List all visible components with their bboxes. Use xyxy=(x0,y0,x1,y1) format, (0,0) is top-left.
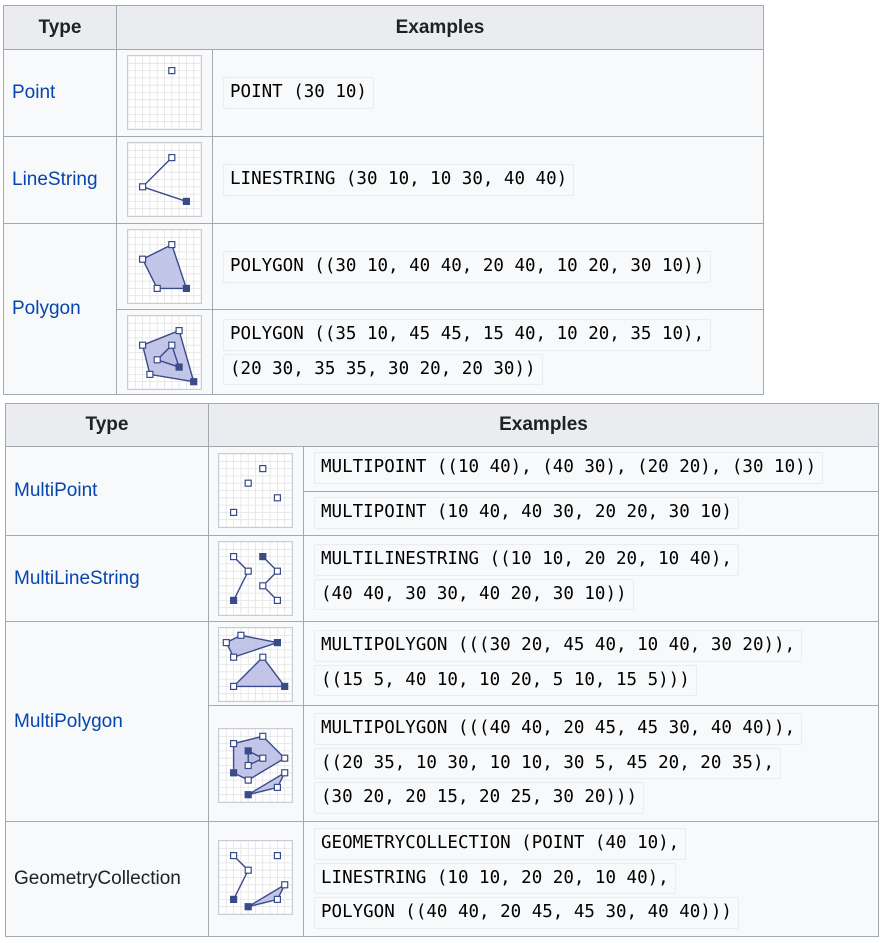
type-geometrycollection xyxy=(6,821,208,936)
wkt-line: MULTIPOINT ((10 40), (40 30), (20 20), (30 10)) xyxy=(314,452,823,487)
geometry-svg xyxy=(128,143,201,216)
vertex-marker xyxy=(260,466,266,472)
geometry-svg xyxy=(219,841,292,914)
geometry-svg xyxy=(128,56,201,129)
multipoint-diagram xyxy=(218,453,293,528)
vertex-marker xyxy=(282,683,288,689)
type-linestring[interactable] xyxy=(4,136,116,223)
example-cell xyxy=(212,309,763,394)
vertex-marker xyxy=(231,853,237,859)
wkt-example xyxy=(314,713,802,817)
wkt-example xyxy=(314,544,739,613)
vertex-marker xyxy=(282,755,288,761)
type-point[interactable] xyxy=(4,49,116,136)
vertex-marker xyxy=(274,853,280,859)
wkt-example xyxy=(314,452,823,487)
vertex-marker xyxy=(274,568,280,574)
multilinestring-diagram xyxy=(218,541,293,616)
vertex-marker xyxy=(183,285,189,291)
type-multipoint[interactable] xyxy=(6,446,208,535)
geometry-svg xyxy=(219,454,292,527)
vertex-marker xyxy=(169,68,175,74)
example-cell xyxy=(212,49,763,136)
wkt-line: LINESTRING (10 10, 20 20, 10 40), xyxy=(314,863,739,898)
wkt-line: ((20 35, 10 30, 10 10, 30 5, 45 20, 20 35), xyxy=(314,748,802,783)
geometry-table-primitives xyxy=(3,5,764,395)
vertex-marker xyxy=(245,763,251,769)
vertex-marker xyxy=(231,770,237,776)
vertex-marker xyxy=(231,896,237,902)
vertex-marker xyxy=(223,640,229,646)
example-cell xyxy=(303,821,878,936)
diagram-cell xyxy=(116,223,212,309)
vertex-marker xyxy=(231,683,237,689)
vertex-marker xyxy=(191,379,197,385)
vertex-marker xyxy=(154,357,160,363)
diagram-cell xyxy=(116,309,212,394)
vertex-marker xyxy=(183,198,189,204)
vertex-marker xyxy=(231,597,237,603)
diagram-cell xyxy=(208,446,303,535)
header-type: Type xyxy=(4,6,116,49)
diagram-cell xyxy=(208,821,303,936)
vertex-marker xyxy=(245,867,251,873)
vertex-marker xyxy=(231,554,237,560)
example-cell xyxy=(303,535,878,621)
geometry-svg xyxy=(128,316,201,389)
vertex-marker xyxy=(245,748,251,754)
linestring-link[interactable]: LineString xyxy=(12,169,98,190)
wkt-line: ((15 5, 40 10, 10 20, 5 10, 15 5))) xyxy=(314,665,802,700)
vertex-marker xyxy=(245,568,251,574)
geometry-svg xyxy=(219,628,292,701)
example-cell xyxy=(303,705,878,821)
wkt-line: MULTIPOINT (10 40, 40 30, 20 20, 30 10) xyxy=(314,497,739,532)
geometry-svg xyxy=(219,729,292,802)
wkt-example xyxy=(223,251,711,286)
diagram-cell xyxy=(208,621,303,705)
geometrycollection-diagram xyxy=(218,840,293,915)
wkt-example xyxy=(223,319,711,388)
vertex-marker xyxy=(231,741,237,747)
wkt-example xyxy=(314,630,802,699)
vertex-marker xyxy=(169,342,175,348)
vertex-marker xyxy=(260,733,266,739)
diagram-cell xyxy=(208,705,303,821)
linestring-diagram xyxy=(127,142,202,217)
diagram-cell xyxy=(208,535,303,621)
example-cell xyxy=(303,491,878,535)
vertex-marker xyxy=(245,904,251,910)
point-diagram xyxy=(127,55,202,130)
vertex-marker xyxy=(274,495,280,501)
example-cell xyxy=(303,621,878,705)
diagram-cell xyxy=(116,49,212,136)
wkt-line: GEOMETRYCOLLECTION (POINT (40 10), xyxy=(314,828,739,863)
wkt-example xyxy=(223,164,574,199)
wkt-line: POLYGON ((35 10, 45 45, 15 40, 10 20, 35 10), xyxy=(223,319,711,354)
polygon-with-hole-diagram xyxy=(127,315,202,390)
vertex-marker xyxy=(245,777,251,783)
type-polygon[interactable] xyxy=(4,223,116,394)
type-multilinestring[interactable] xyxy=(6,535,208,621)
wkt-line: POINT (30 10) xyxy=(223,77,374,112)
geometry-svg xyxy=(219,542,292,615)
wkt-line: MULTIPOLYGON (((40 40, 20 45, 45 30, 40 40)), xyxy=(314,713,802,748)
vertex-marker xyxy=(140,342,146,348)
multilinestring-link[interactable]: MultiLineString xyxy=(14,567,140,589)
vertex-marker xyxy=(260,583,266,589)
wkt-line: (40 40, 30 30, 40 20, 30 10)) xyxy=(314,579,739,614)
wkt-line: LINESTRING (30 10, 10 30, 40 40) xyxy=(223,164,574,199)
vertex-marker xyxy=(231,654,237,660)
multipoint-link[interactable]: MultiPoint xyxy=(14,480,98,501)
wkt-example xyxy=(314,497,739,532)
geometrycollection-label: GeometryCollection xyxy=(14,868,181,889)
polygon-diagram xyxy=(127,229,202,304)
vertex-marker xyxy=(260,654,266,660)
vertex-marker xyxy=(274,784,280,790)
vertex-marker xyxy=(282,770,288,776)
vertex-marker xyxy=(154,285,160,291)
multipolygon-link[interactable]: MultiPolygon xyxy=(14,710,123,732)
polygon-shape xyxy=(248,885,285,907)
wkt-line: MULTILINESTRING ((10 10, 20 20, 10 40), xyxy=(314,544,739,579)
polygon-shape xyxy=(143,245,187,289)
polygon-link[interactable]: Polygon xyxy=(12,298,81,319)
multipolygon-diagram xyxy=(218,627,293,702)
wkt-example xyxy=(223,77,374,112)
wkt-line: MULTIPOLYGON (((30 20, 45 40, 10 40, 30 20)), xyxy=(314,630,802,665)
vertex-marker xyxy=(169,155,175,161)
vertex-marker xyxy=(260,755,266,761)
vertex-marker xyxy=(140,184,146,190)
vertex-marker xyxy=(147,371,153,377)
vertex-marker xyxy=(245,480,251,486)
geometry-svg xyxy=(128,230,201,303)
example-cell xyxy=(303,446,878,491)
vertex-marker xyxy=(140,256,146,262)
wkt-line: POLYGON ((30 10, 40 40, 20 40, 10 20, 30 10)) xyxy=(223,251,711,286)
header-examples: Examples xyxy=(208,404,878,446)
type-multipolygon[interactable] xyxy=(6,621,208,821)
wkt-line: (20 30, 35 35, 30 20, 20 30)) xyxy=(223,354,711,389)
vertex-marker xyxy=(282,882,288,888)
vertex-marker xyxy=(260,554,266,560)
point-link[interactable]: Point xyxy=(12,82,56,103)
header-examples: Examples xyxy=(116,6,763,49)
wkt-example xyxy=(314,828,739,932)
vertex-marker xyxy=(274,640,280,646)
vertex-marker xyxy=(274,597,280,603)
header-type: Type xyxy=(6,404,208,446)
diagram-cell xyxy=(116,136,212,223)
geometry-table-multi xyxy=(5,403,879,937)
vertex-marker xyxy=(176,328,182,334)
vertex-marker xyxy=(245,792,251,798)
example-cell xyxy=(212,223,763,309)
wkt-line: POLYGON ((40 40, 20 45, 45 30, 40 40))) xyxy=(314,897,739,932)
vertex-marker xyxy=(238,632,244,638)
vertex-marker xyxy=(231,509,237,515)
example-cell xyxy=(212,136,763,223)
multipolygon-with-hole-diagram xyxy=(218,728,293,803)
wkt-line: (30 20, 20 15, 20 25, 30 20))) xyxy=(314,782,802,817)
vertex-marker xyxy=(176,364,182,370)
vertex-marker xyxy=(274,896,280,902)
vertex-marker xyxy=(169,242,175,248)
